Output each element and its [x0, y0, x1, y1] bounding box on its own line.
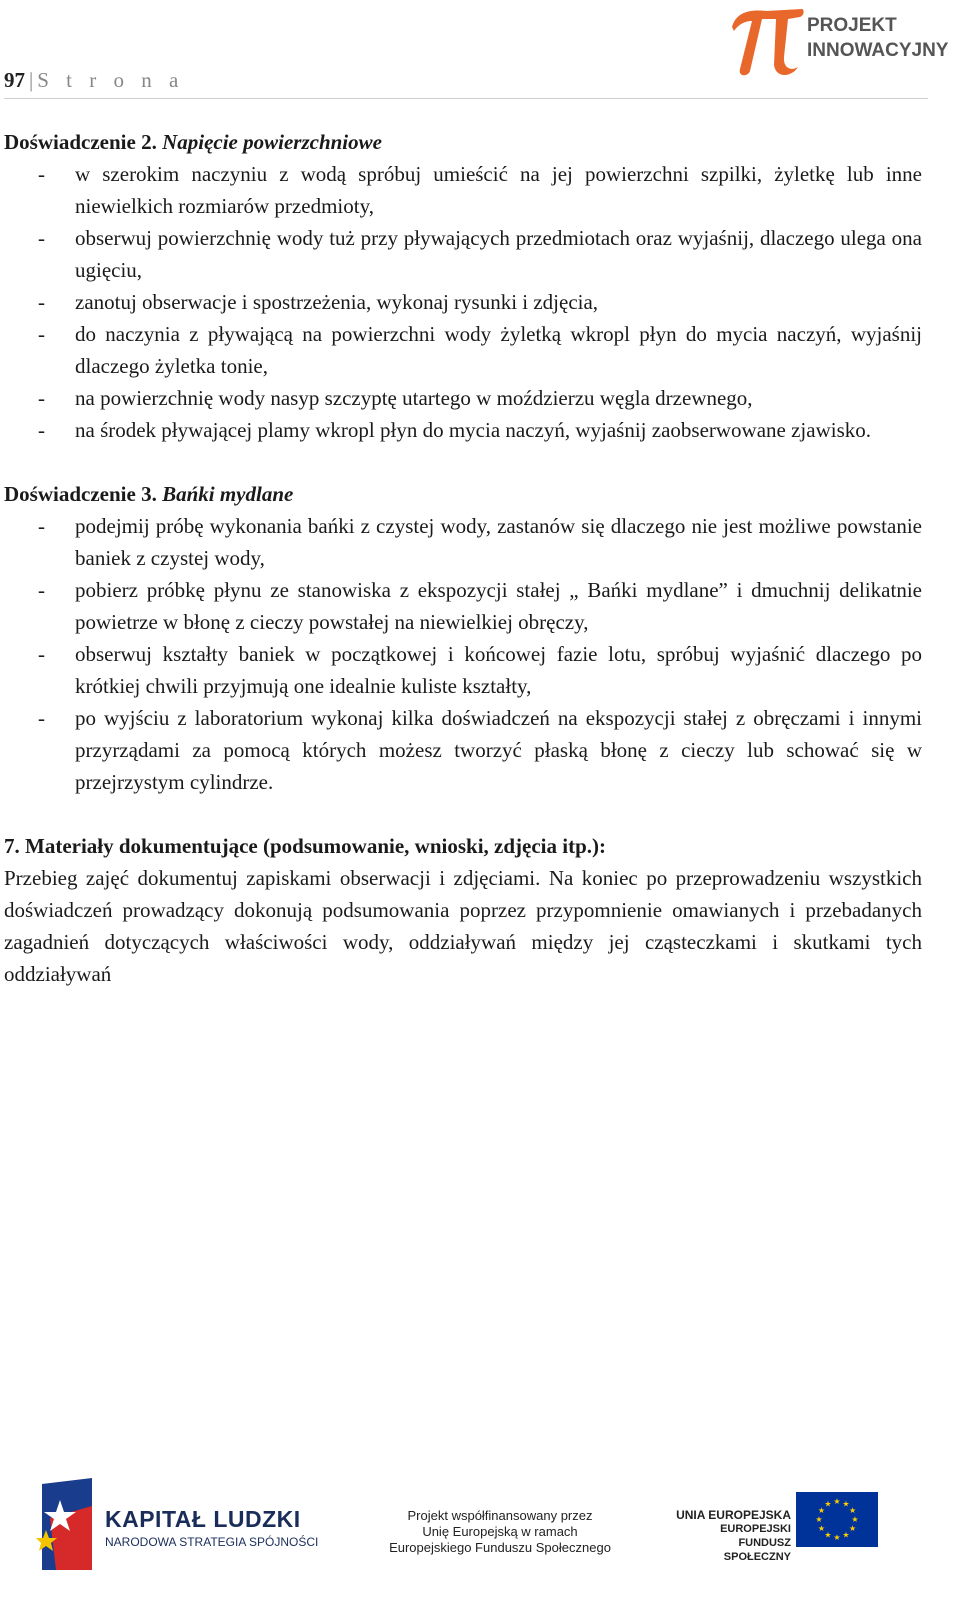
experiment-3-heading: Doświadczenie 3. Bańki mydlane: [4, 482, 294, 506]
eu-star-icon: ★: [842, 1499, 850, 1509]
list-item: - po wyjściu z laboratorium wykonaj kilka doświadczeń na ekspozycji stałej z obręczami i innymi przyrządami za pomocą których możesz tworzyć płaską błonę z cieczy lub schować się w przejrzystym cylindrze.: [38, 706, 922, 794]
experiment-3: [4, 478, 922, 798]
projekt-innowacyjny-logo: [726, 5, 956, 81]
summary-section: [4, 830, 922, 990]
eu-star-icon: ★: [842, 1530, 850, 1540]
list-item: - do naczynia z pływającą na powierzchni wody żyletką wkropl płyn do mycia naczyń, wyjaśnij dlaczego żyletka tonie,: [38, 322, 922, 378]
header-rule: [4, 98, 928, 99]
page-header: [0, 0, 960, 100]
experiment-2-heading: Doświadczenie 2. Napięcie powierzchniowe: [4, 130, 382, 154]
kapital-ludzki-star-icon: [36, 1478, 98, 1570]
eu-flag: [796, 1492, 878, 1547]
eu-star-icon: ★: [817, 1506, 825, 1515]
page-label: S t r o n a: [37, 68, 185, 92]
eu-star-icon: ★: [833, 1497, 841, 1506]
list-item: - podejmij próbę wykonania bańki z czystej wody, zastanów się dlaczego nie jest możliwe powstanie baniek z czystej wody,: [38, 514, 922, 570]
list-item: - obserwuj kształty baniek w początkowej i końcowej fazie lotu, spróbuj wyjaśnić dlaczego po krótkiej chwili przyjmują one idealnie kuliste kształty,: [38, 642, 922, 698]
experiment-2: [4, 126, 922, 446]
experiment-2-steps: [4, 158, 922, 446]
cofinance-note: Projekt współfinansowany przez Unię Europejską w ramach Europejskiego Funduszu Społecznego: [389, 1508, 611, 1555]
list-item: - w szerokim naczyniu z wodą spróbuj umieścić na jej powierzchni szpilki, żyletkę lub inne niewielkich rozmiarów przedmioty,: [38, 162, 922, 218]
list-item: - na środek pływającej plamy wkropl płyn do mycia naczyń, wyjaśnij zaobserwowane zjawisko.: [38, 418, 872, 442]
page-number: [4, 68, 184, 93]
eu-star-icon: ★: [849, 1524, 857, 1533]
ue-text: UNIA EUROPEJSKA EUROPEJSKI FUNDUSZ SPOŁECZNY: [676, 1508, 791, 1563]
list-item: - obserwuj powierzchnię wody tuż przy pływających przedmiotach oraz wyjaśnij, dlaczego ulega ona ugięciu,: [38, 226, 922, 282]
eu-stars-icon: [796, 1492, 878, 1547]
page-number-separator: |: [29, 68, 34, 92]
document-body: [4, 126, 922, 990]
eu-star-icon: ★: [833, 1533, 841, 1542]
logo-text: PROJEKT INNOWACYJNY: [807, 15, 949, 61]
list-item: - zanotuj obserwacje i spostrzeżenia, wykonaj rysunki i zdjęcia,: [38, 290, 599, 314]
list-item: - pobierz próbkę płynu ze stanowiska z ekspozycji stałej „ Bańki mydlane” i dmuchnij delikatnie powietrze w błonę z cieczy powstałej na niewielkiej obręczy,: [38, 578, 922, 634]
eu-star-icon: ★: [817, 1524, 825, 1533]
experiment-3-steps: [4, 510, 922, 798]
page-footer: [0, 1470, 960, 1602]
eu-star-icon: ★: [849, 1506, 857, 1515]
list-item: - na powierzchnię wody nasyp szczyptę utartego w moździerzu węgla drzewnego,: [38, 386, 753, 410]
kapital-ludzki-logo: KAPITAŁ LUDZKI NARODOWA STRATEGIA SPÓJNOŚCI: [105, 1506, 319, 1549]
eu-star-icon: ★: [824, 1530, 832, 1540]
page-number-value: 97: [4, 68, 25, 92]
eu-star-icon: ★: [851, 1515, 859, 1524]
eu-star-icon: ★: [824, 1499, 832, 1509]
summary-heading: 7. Materiały dokumentujące (podsumowanie, wnioski, zdjęcia itp.):: [4, 834, 606, 858]
pi-icon: [726, 5, 806, 77]
summary-text: Przebieg zajęć dokumentuj zapiskami obserwacji i zdjęciami. Na koniec po przeprowadzeniu wszystkich doświadczeń prowadzący dokonują podsumowania poprzez przypomnienie omawianych i przebadanych zagadnień dotyczących właściwości wody, oddziaływań między jej cząsteczkami i skutkami tych oddziaływań: [4, 866, 922, 986]
eu-star-icon: ★: [815, 1515, 823, 1524]
